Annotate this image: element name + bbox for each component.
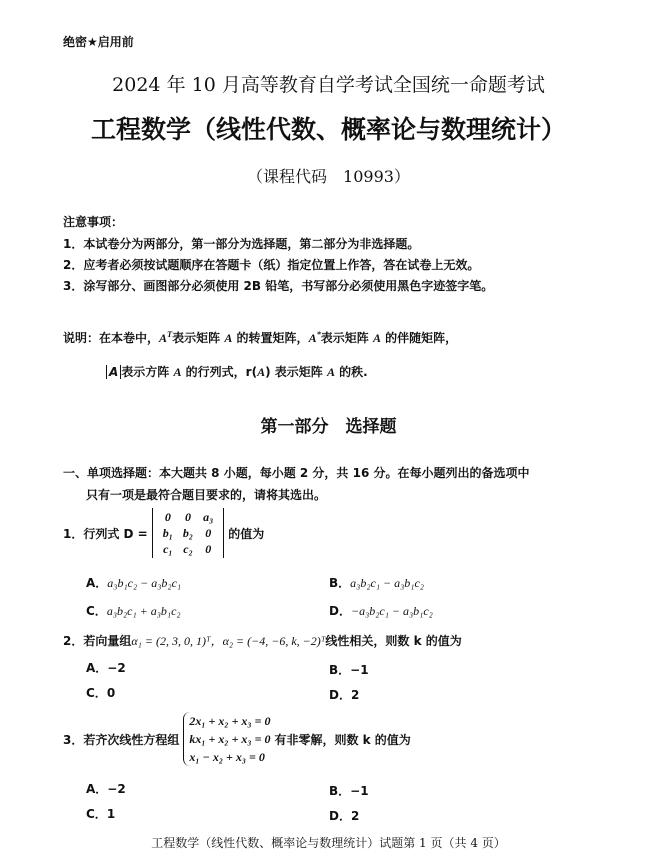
q3-option-c: C．1 [86, 807, 116, 821]
page-footer: 工程数学（线性代数、概率论与数理统计）试题第 1 页（共 4 页） [151, 836, 506, 850]
q2-option-b: B．−1 [329, 663, 369, 677]
exam-title: 2024 年 10 月高等教育自学考试全国统一命题考试 [112, 74, 545, 96]
explanation-line-2: A 表示方阵 A 的行列式，r(A) 表示矩阵 A 的秩. [106, 363, 368, 380]
q2-option-c: C．0 [86, 686, 116, 700]
part-title: 第一部分 选择题 [260, 417, 397, 437]
note-item: 2．应考者必须按试题顺序在答题卡（纸）指定位置上作答，答在试卷上无效。 [63, 258, 480, 272]
q1-option-b: B．a₃b₂c₁ − a₃b₁c₂ [329, 576, 424, 590]
section-instruction-line-2: 只有一项是最符合题目要求的，请将其选出。 [86, 488, 327, 502]
confidential-label: 绝密★启用前 [63, 35, 134, 49]
q3-option-b: B．−1 [329, 784, 369, 798]
question-1: 1． 行列式 D = 0 0 a₃ b₁ b₂ 0 c₁ c₂ 0 的值为 [63, 505, 264, 561]
note-item: 3．涂写部分、画图部分必须使用 2B 铅笔，书写部分必须使用黑色字迹签字笔。 [63, 279, 494, 293]
determinant-matrix: 0 0 a₃ b₁ b₂ 0 c₁ c₂ 0 [152, 508, 225, 558]
q2-option-d: D．2 [329, 688, 360, 702]
note-item: 1．本试卷分为两部分，第一部分为选择题，第二部分为非选择题。 [63, 237, 420, 251]
q1-option-a: A．a₃b₁c₂ − a₃b₂c₁ [86, 576, 182, 590]
notes-title: 注意事项： [63, 215, 124, 229]
section-instruction-line-1: 一、单项选择题：本大题共 8 小题，每小题 2 分，共 16 分。在每小题列出的备选项中 [63, 466, 530, 480]
q3-option-d: D．2 [329, 809, 360, 823]
question-2: 2．若向量组α₁ = (2, 3, 0, 1)ᵀ，α₂ = (−4, −6, k, −2)ᵀ线性相关，则数 k 的值为 [63, 634, 462, 648]
question-3: 3． 若齐次线性方程组 2x₁ + x₂ + x₃ = 0 kx₁ + x₂ + x₃ = 0 x₁ − x₂ + x₃ = 0 有非零解，则数 k 的值为 [63, 714, 411, 764]
q1-option-c: C．a₃b₂c₁ + a₃b₁c₂ [86, 604, 181, 618]
subject-title: 工程数学（线性代数、概率论与数理统计） [90, 115, 566, 144]
q3-option-a: A．−2 [86, 782, 126, 796]
equation-system: 2x₁ + x₂ + x₃ = 0 kx₁ + x₂ + x₃ = 0 x₁ − x₂ + x₃ = 0 [183, 712, 270, 766]
q1-option-d: D．−a₃b₂c₁ − a₃b₁c₂ [329, 604, 433, 618]
explanation-line-1: 说明：在本卷中，$A^T$表示矩阵 A 的转置矩阵，A*表示矩阵 A 的伴随矩阵， [63, 330, 458, 345]
course-code: （课程代码 10993） [247, 167, 410, 186]
q2-option-a: A．−2 [86, 661, 126, 675]
